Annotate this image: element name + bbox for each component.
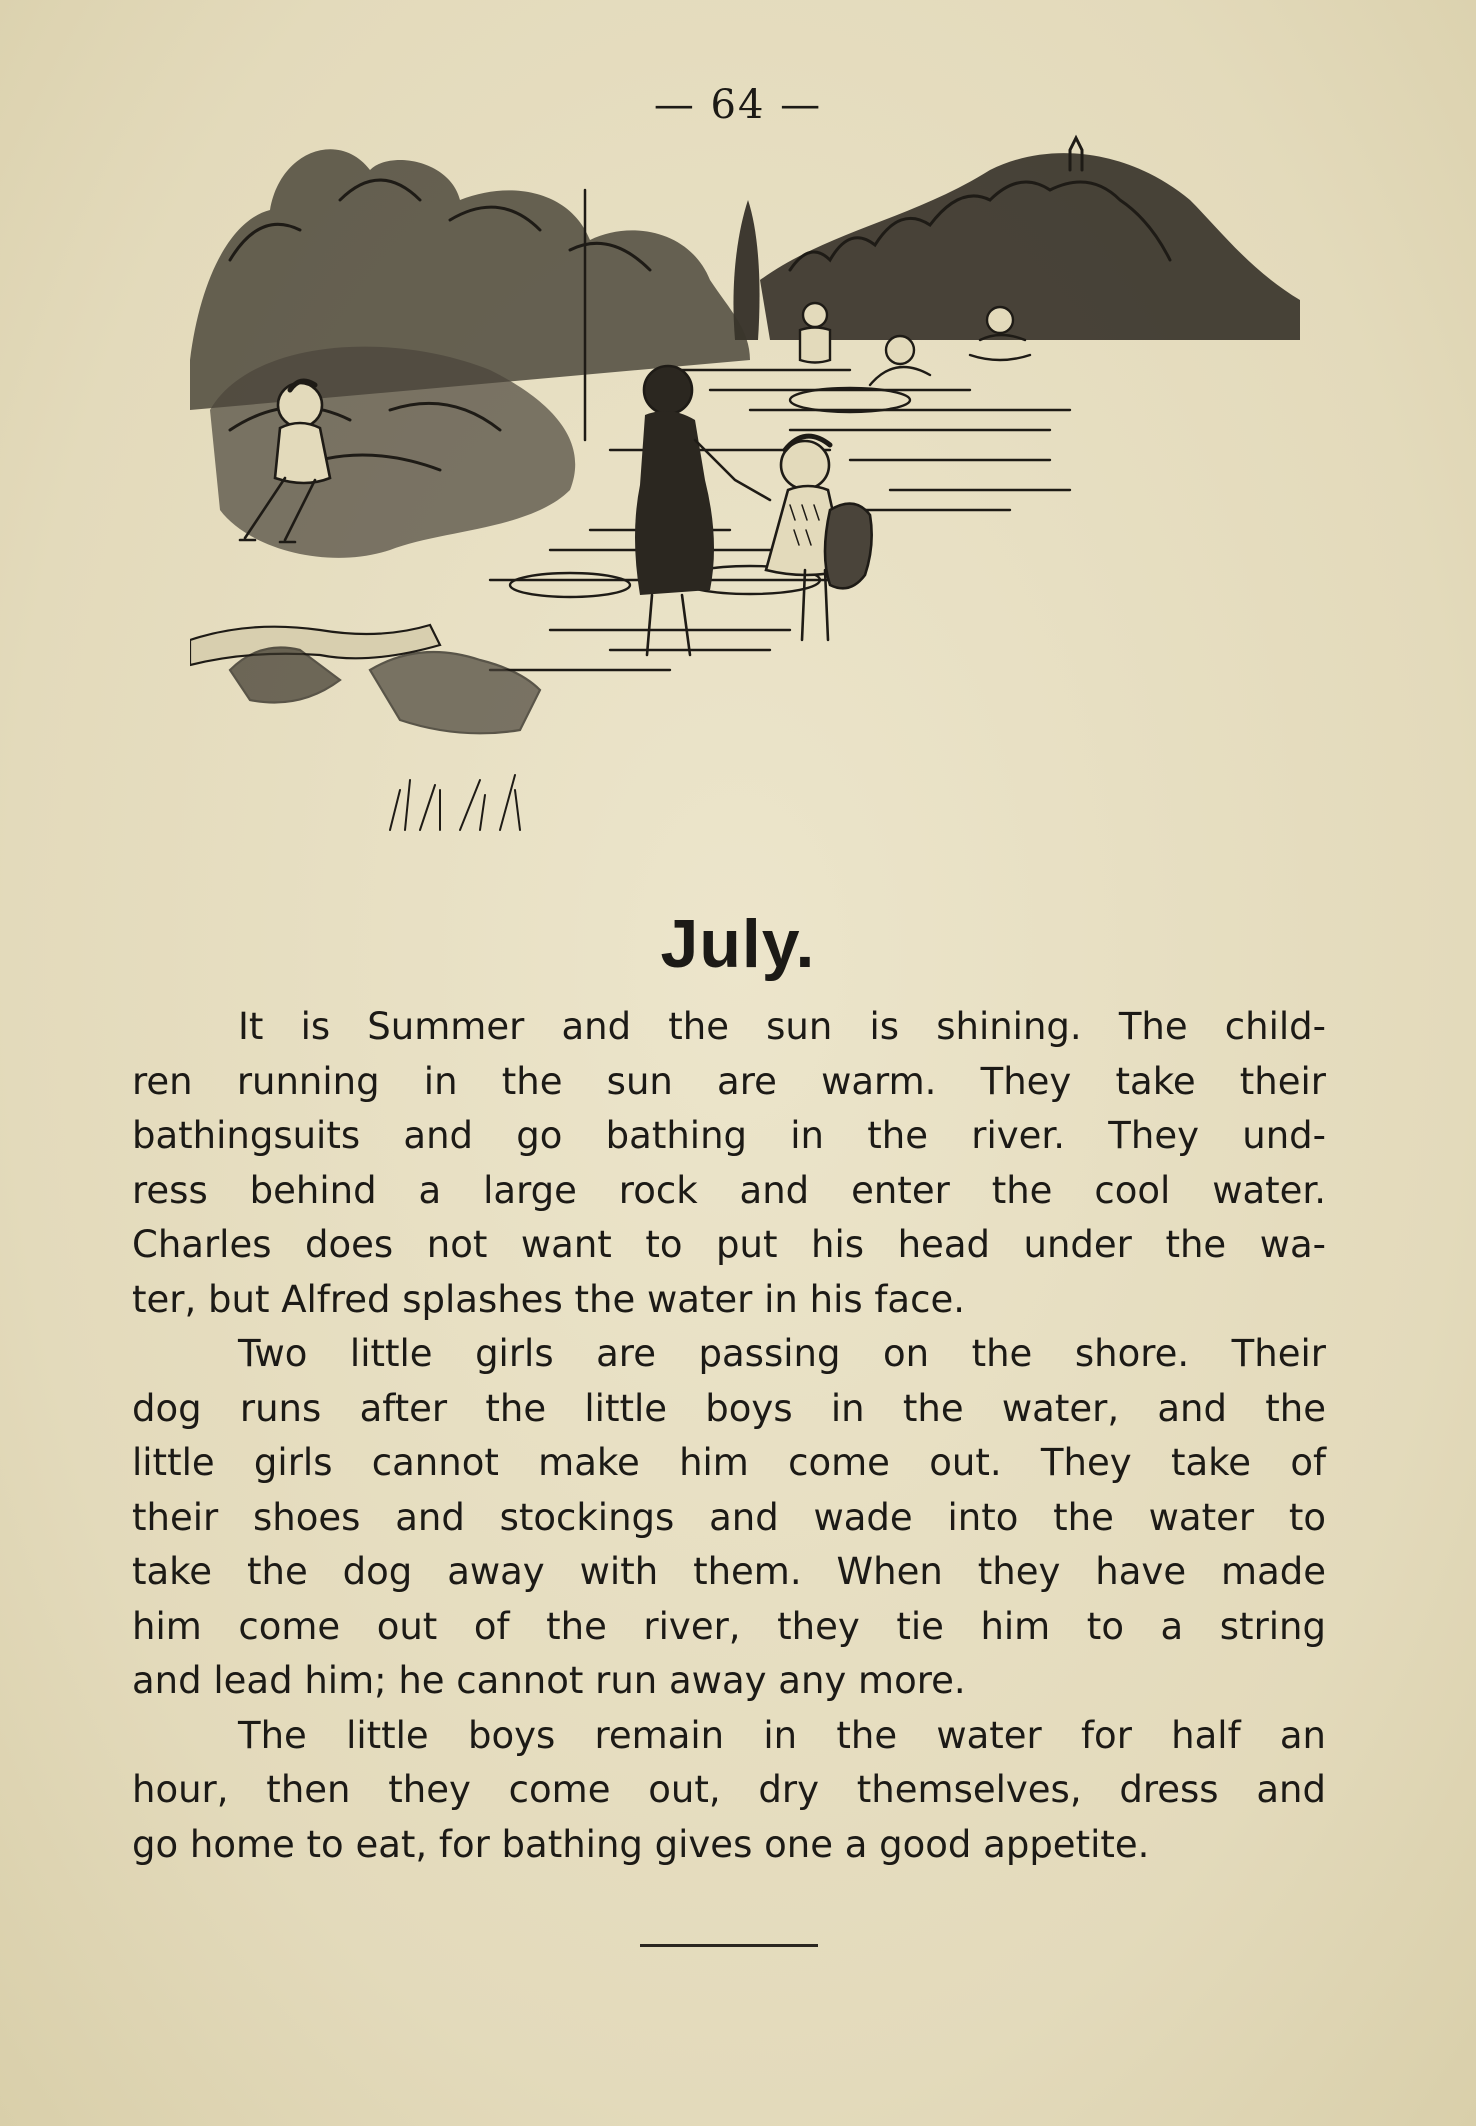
text-line: bathingsuits and go bathing in the river. They und- (132, 1114, 1326, 1157)
river-bathing-illustration (190, 110, 1320, 850)
body-text (132, 1000, 1326, 1872)
text-line: him come out of the river, they tie him to a string (132, 1604, 1326, 1648)
text-line: Two little girls are passing on the shore. Their (238, 1332, 1326, 1375)
paragraph (132, 1327, 1326, 1709)
text-line: go home to eat, for bathing gives one a good appetite. (132, 1822, 1150, 1866)
end-rule (640, 1944, 818, 1947)
dog (825, 504, 872, 589)
text-line: Charles does not want to put his head under the wa- (132, 1223, 1326, 1266)
little-girl-with-dog (766, 436, 872, 640)
text-line: their shoes and stockings and wade into the water to (132, 1495, 1326, 1539)
text-line: ter, but Alfred splashes the water in his face. (132, 1277, 965, 1321)
text-line: The little boys remain in the water for half an (238, 1713, 1326, 1757)
paragraph (132, 1709, 1326, 1873)
page-title: July. (660, 906, 816, 982)
text-line: ress behind a large rock and enter the cool water. (132, 1168, 1326, 1212)
page-number: — 64 — (653, 82, 823, 128)
text-line: and lead him; he cannot run away any more. (132, 1659, 966, 1702)
text-line: hour, then they come out, dry themselves, dress and (132, 1768, 1326, 1811)
text-line: dog runs after the little boys in the water, and the (132, 1386, 1326, 1430)
text-line: little girls cannot make him come out. They take of (132, 1441, 1326, 1484)
paragraph (132, 1000, 1326, 1327)
text-line: ren running in the sun are warm. They take their (132, 1059, 1326, 1103)
text-line: It is Summer and the sun is shining. The child- (238, 1005, 1326, 1048)
text-line: take the dog away with them. When they have made (132, 1550, 1326, 1593)
